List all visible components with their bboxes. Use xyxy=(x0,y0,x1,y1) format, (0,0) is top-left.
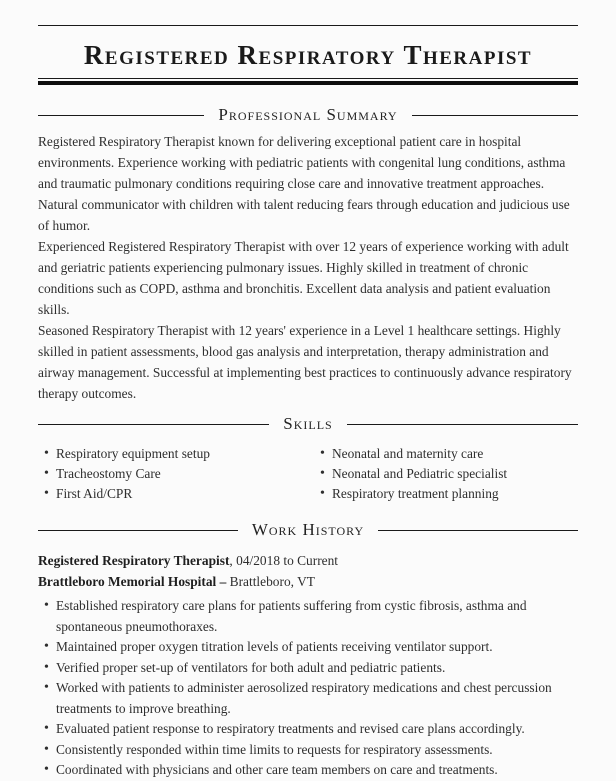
job-bullet: • Consistently responded within time limits to requests for respiratory assessments. xyxy=(56,740,578,761)
resume-title: Registered Respiratory Therapist xyxy=(83,40,533,70)
job-bullet: • Verified proper set-up of ventilators for both adult and pediatric patients. xyxy=(56,658,578,679)
top-divider xyxy=(38,25,578,26)
heading-rule-left xyxy=(38,115,204,116)
professional-summary-heading: Professional Summary xyxy=(218,105,398,124)
job-employer-line xyxy=(38,571,578,592)
job-dates: , 04/2018 to Current xyxy=(229,553,339,568)
job-entry xyxy=(38,550,578,781)
skills-heading: Skills xyxy=(283,414,333,433)
skill-item: • Respiratory equipment setup xyxy=(56,444,308,464)
title-divider-thick-line xyxy=(38,81,578,85)
skill-item: • First Aid/CPR xyxy=(56,484,308,504)
heading-rule-right xyxy=(412,115,578,116)
job-employer: Brattleboro Memorial Hospital – xyxy=(38,574,227,589)
skill-item: • Neonatal and Pediatric specialist xyxy=(332,464,578,484)
job-bullet: • Evaluated patient response to respiratory treatments and revised care plans accordingly. xyxy=(56,719,578,740)
summary-paragraph: Seasoned Respiratory Therapist with 12 years' experience in a Level 1 healthcare settings. Highly skilled in patient assessments, blood gas analysis and interpretation, therapy administration and airway management. Successful at implementing best practices to continuously advance respiratory therapy outcomes. xyxy=(38,323,572,401)
heading-rule-right xyxy=(378,530,578,531)
skill-item: • Neonatal and maternity care xyxy=(332,444,578,464)
job-title-line xyxy=(38,550,578,571)
skills-list-left xyxy=(38,444,308,504)
title-divider-thin-line xyxy=(38,78,578,79)
job-bullet: • Maintained proper oxygen titration levels of patients receiving ventilator support. xyxy=(56,637,578,658)
skill-item: • Tracheostomy Care xyxy=(56,464,308,484)
skills-list-right xyxy=(308,444,578,504)
job-bullet: • Coordinated with physicians and other care team members on care and treatments. xyxy=(56,760,578,781)
job-location: Brattleboro, VT xyxy=(226,574,315,589)
title-divider xyxy=(38,78,578,85)
section-heading-skills xyxy=(38,414,578,434)
section-heading-professional-summary xyxy=(38,105,578,125)
summary-paragraph: Experienced Registered Respiratory Therapist with over 12 years of experience working with adult and geriatric patients experiencing pulmonary issues. Highly skilled in treatment of chronic conditions such as COPD, asthma and bronchitis. Excellent data analysis and patient evaluation skills. xyxy=(38,239,569,317)
resume-page xyxy=(0,25,616,781)
job-title: Registered Respiratory Therapist xyxy=(38,553,230,568)
section-heading-work-history xyxy=(38,520,578,540)
summary-paragraph: Registered Respiratory Therapist known for delivering exceptional patient care in hospital environments. Experience working with pediatric patients with congenital lung conditions, asthma and traumatic pulmonary conditions requiring close care and innovative treatment approaches. Natural communicator with children with talent reducing fears through education and judicious use of humor. xyxy=(38,134,570,233)
skills-columns xyxy=(38,444,578,504)
job-bullet-list xyxy=(38,596,578,781)
job-bullet: • Established respiratory care plans for patients suffering from cystic fibrosis, asthma and spontaneous pneumothoraxes. xyxy=(56,596,578,637)
job-bullet: • Worked with patients to administer aerosolized respiratory medications and chest percussion treatments to improve breathing. xyxy=(56,678,578,719)
heading-rule-left xyxy=(38,530,238,531)
work-history-heading: Work History xyxy=(251,520,365,539)
heading-rule-right xyxy=(347,424,578,425)
heading-rule-left xyxy=(38,424,269,425)
professional-summary-body xyxy=(38,131,578,404)
skill-item: • Respiratory treatment planning xyxy=(332,484,578,504)
